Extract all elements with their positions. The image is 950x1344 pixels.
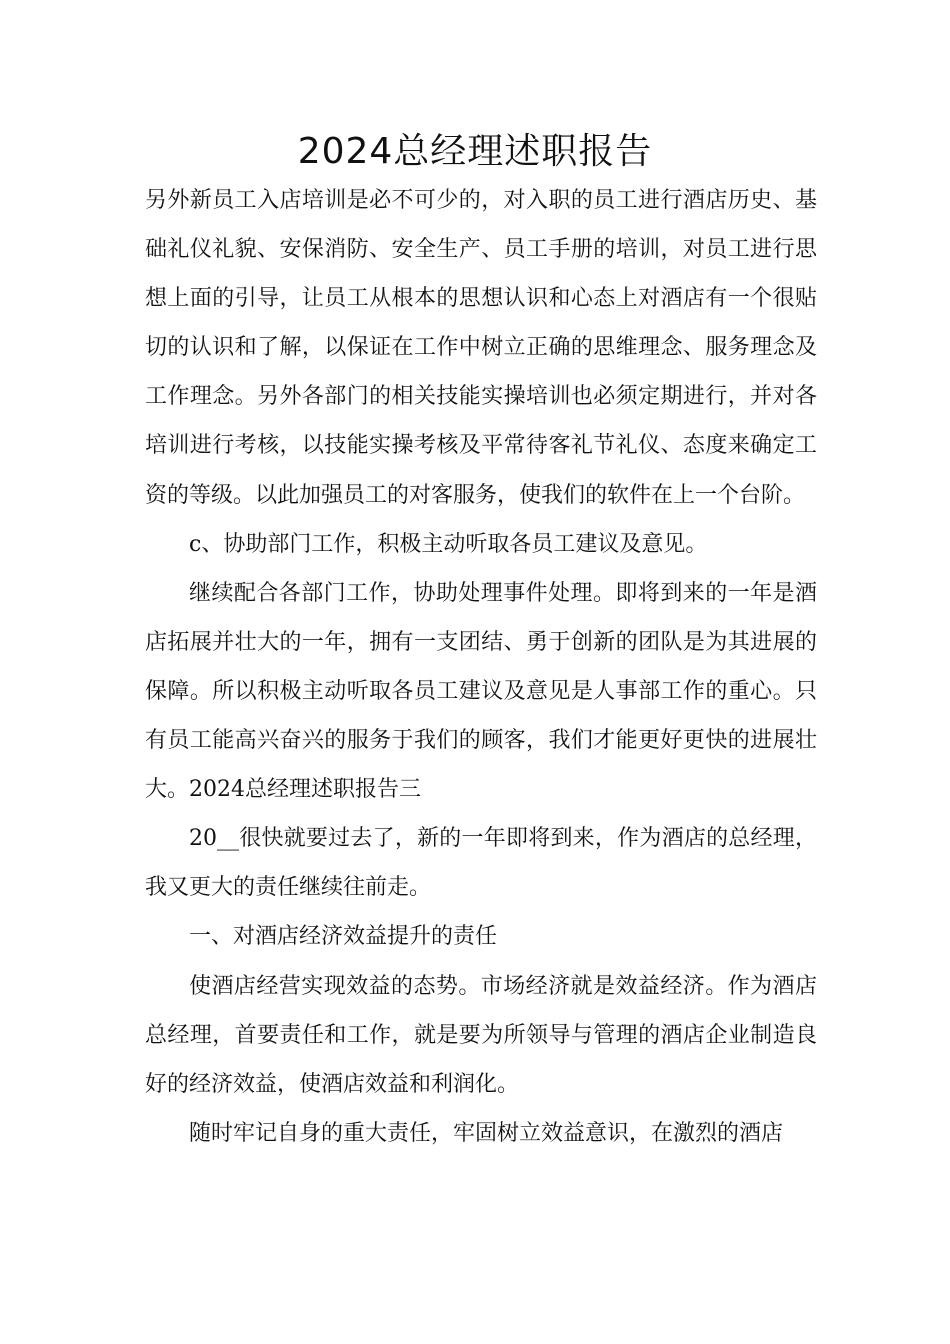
section-heading-economic-responsibility: 一、对酒店经济效益提升的责任 <box>189 924 498 950</box>
paragraph-section-c: c、协助部门工作，积极主动听取各员工建议及意见。 <box>189 531 708 557</box>
paragraph-new-year: 20__很快就要过去了，新的一年即将到来，作为酒店的总经理，我又更大的责任继续往前走。 <box>145 826 817 901</box>
paragraph-responsibility: 随时牢记自身的重大责任，牢固树立效益意识，在激烈的酒店 <box>189 1120 784 1146</box>
paragraph-training: 另外新员工入店培训是必不可少的，对入职的员工进行酒店历史、基础礼仪礼貌、安保消防、安全生产、员工手册的培训，对员工进行思想上面的引导，让员工从根本的思想认识和心态上对酒店有一个很贴切的认识和了解，以保证在工作中树立正确的思维理念、服务理念及工作理念。另外各部门的相关技能实操培训也必须定期进行，并对各培训进行考核，以技能实操考核及平常待客礼节礼仪、态度来确定工资的等级。以此加强员工的对客服务，使我们的软件在上一个台阶。 <box>145 188 817 508</box>
paragraph-economic-benefit: 使酒店经营实现效益的态势。市场经济就是效益经济。作为酒店总经理，首要责任和工作，就是要为所领导与管理的酒店企业制造良好的经济效益，使酒店效益和利润化。 <box>145 973 817 1097</box>
document-body <box>145 176 817 1158</box>
document-title: 2024总经理述职报告 <box>297 131 653 172</box>
paragraph-cooperation: 继续配合各部门工作，协助处理事件处理。即将到来的一年是酒店拓展并壮大的一年，拥有一支团结、勇于创新的团队是为其进展的保障。所以积极主动听取各员工建议及意见是人事部工作的重心。只有员工能高兴奋兴的服务于我们的顾客，我们才能更好更快的进展壮大。2024总经理述职报告三 <box>145 580 817 803</box>
